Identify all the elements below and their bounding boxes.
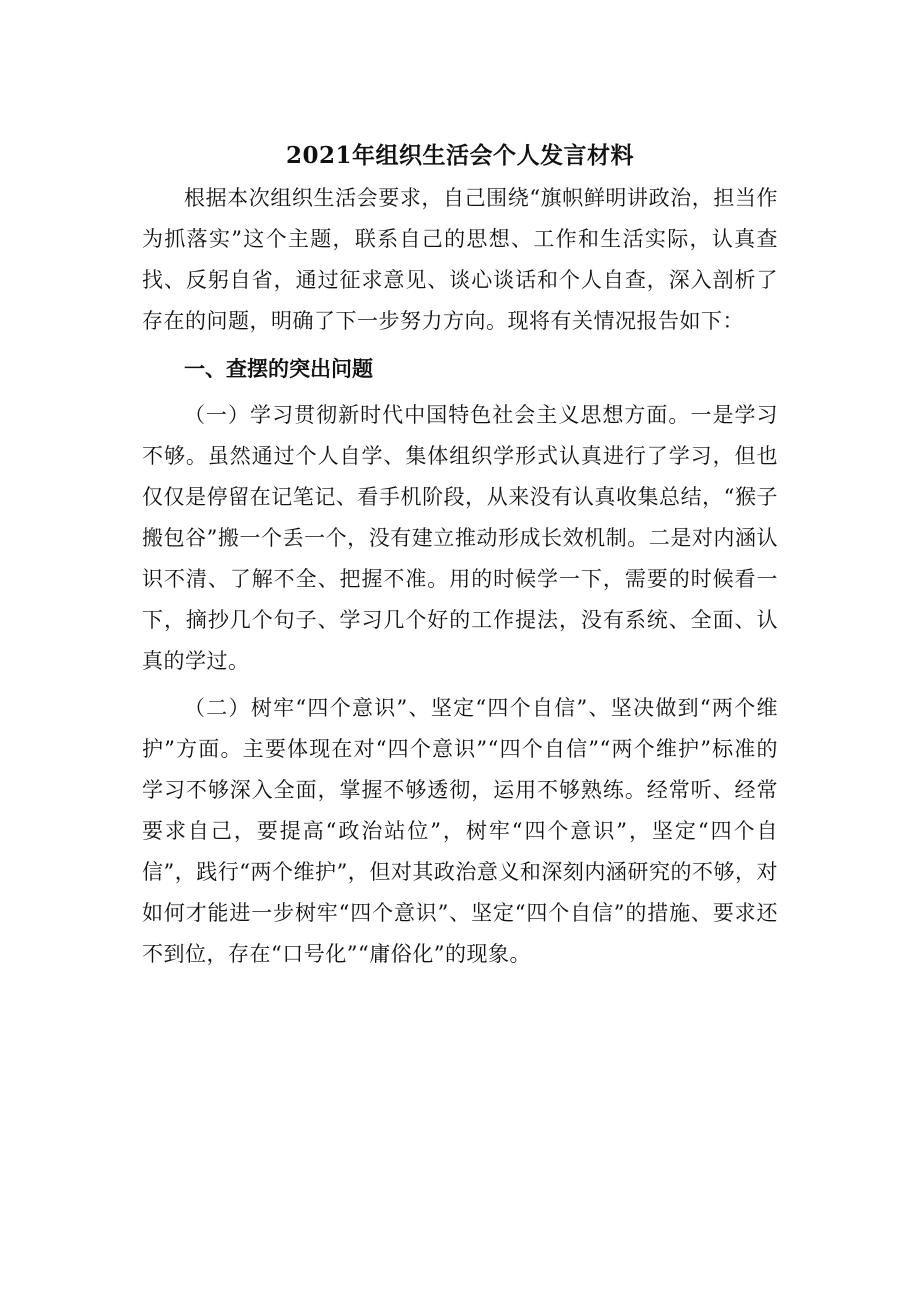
item-paragraph-2: （二）树牢“四个意识”、坚定“四个自信”、坚决做到“两个维护”方面。主要体现在对“四个意识”“四个自信”“两个维护”标准的学习不够深入全面，掌握不够透彻，运用不够熟练。经常听、经常要求自己，要提高“政治站位”，树牢“四个意识”，坚定“四个自信”，践行“两个维护”，但对其政治意义和深刻内涵研究的不够，对如何才能进一步树牢“四个意识”、坚定“四个自信”的措施、要求还不到位，存在“口号化”“庸俗化”的现象。 xyxy=(142,696,778,966)
item-paragraph-1: （一）学习贯彻新时代中国特色社会主义思想方面。一是学习不够。虽然通过个人自学、集体组织学形式认真进行了学习，但也仅仅是停留在记笔记、看手机阶段，从来没有认真收集总结，“猴子搬包谷”搬一个丢一个，没有建立推动形成长效机制。二是对内涵认识不清、了解不全、把握不准。用的时候学一下，需要的时候看一下，摘抄几个句子、学习几个好的工作提法，没有系统、全面、认真的学过。 xyxy=(142,403,778,673)
intro-paragraph: 根据本次组织生活会要求，自己围绕“旗帜鲜明讲政治，担当作为抓落实”这个主题，联系自己的思想、工作和生活实际，认真查找、反躬自省，通过征求意见、谈心谈话和个人自查，深入剖析了存在的问题，明确了下一步努力方向。现将有关情况报告如下： xyxy=(142,186,778,333)
document-body xyxy=(142,138,778,975)
document-title: 2021年组织生活会个人发言材料 xyxy=(285,142,634,169)
section-heading-1: 一、查摆的突出问题 xyxy=(184,356,373,381)
